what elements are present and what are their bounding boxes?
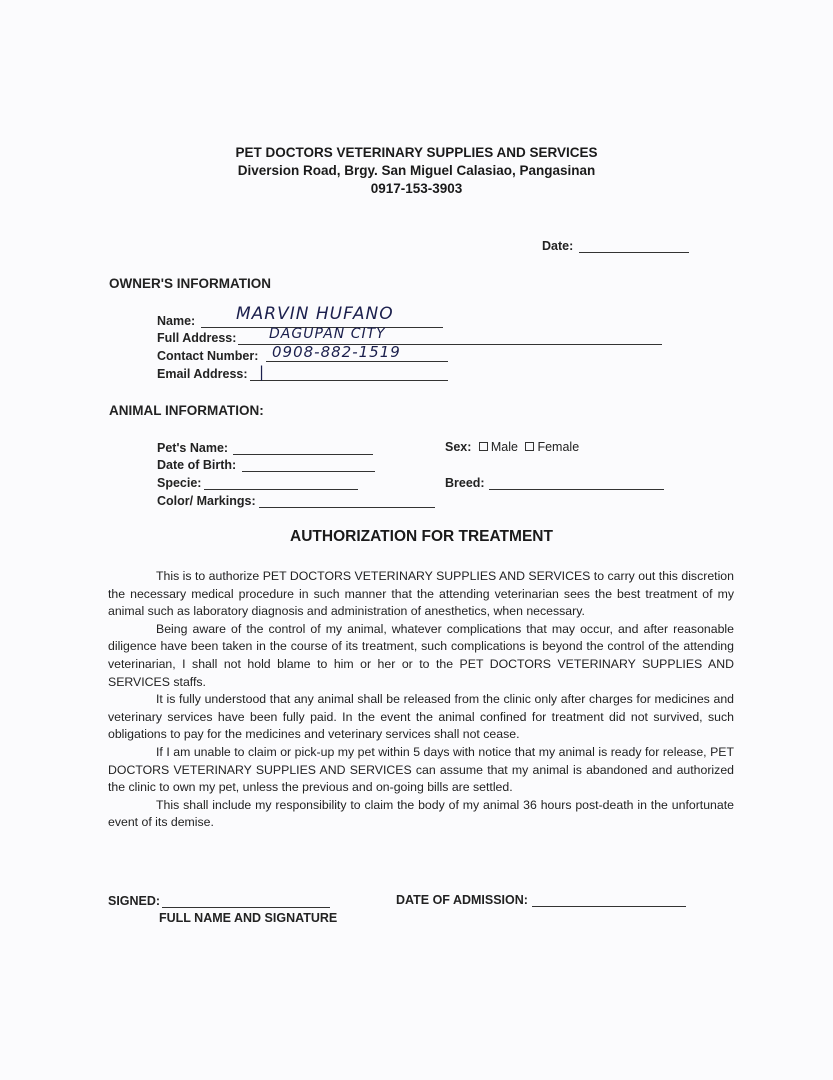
animal-section-title: ANIMAL INFORMATION: bbox=[109, 403, 264, 418]
owner-address-label: Full Address: bbox=[157, 331, 237, 345]
pet-name-label: Pet's Name: bbox=[157, 441, 229, 455]
admission-date-field[interactable] bbox=[532, 906, 686, 907]
female-label: Female bbox=[537, 440, 580, 454]
breed-label: Breed: bbox=[445, 476, 485, 490]
sex-label: Sex: bbox=[445, 440, 472, 454]
authorization-paragraph: Being aware of the control of my animal, whatever complications that may occur, and after reasonable diligence have been taken in the course of its treatment, such complications is beyond the control of the attending veterinarian, I shall not hold blame to him or her or to the PET DOCTORS VETERINARY SUPPLIES AND SERVICES staffs. bbox=[108, 621, 734, 689]
dob-field[interactable] bbox=[242, 471, 375, 472]
owner-name-value: MARVIN HUFANO bbox=[236, 304, 394, 324]
form-header bbox=[0, 144, 833, 198]
color-markings-label: Color/ Markings: bbox=[157, 494, 256, 508]
color-markings-field[interactable] bbox=[259, 507, 435, 508]
male-checkbox[interactable] bbox=[479, 442, 488, 451]
owner-name-label: Name: bbox=[157, 314, 196, 328]
specie-field[interactable] bbox=[204, 489, 358, 490]
company-name: PET DOCTORS VETERINARY SUPPLIES AND SERVICES bbox=[235, 145, 598, 160]
dob-label: Date of Birth: bbox=[157, 458, 237, 472]
date-label: Date: bbox=[542, 239, 574, 253]
signed-label: SIGNED: bbox=[108, 894, 161, 908]
authorization-paragraph: This is to authorize PET DOCTORS VETERINARY SUPPLIES AND SERVICES to carry out this discretion the necessary medical procedure in such manner that the attending veterinarian sees the best treatment of my animal such as laboratory diagnosis and administration of anesthetics, when necessary. bbox=[108, 569, 734, 619]
authorization-paragraph: This shall include my responsibility to claim the body of my animal 36 hours post-death in the unfortunate event of its demise. bbox=[108, 797, 734, 830]
signature-caption: FULL NAME AND SIGNATURE bbox=[159, 911, 338, 925]
date-field[interactable] bbox=[579, 252, 689, 253]
owner-address-value: DAGUPAN CITY bbox=[269, 326, 386, 342]
pet-name-field[interactable] bbox=[233, 454, 373, 455]
authorization-title: AUTHORIZATION FOR TREATMENT bbox=[290, 528, 553, 545]
owner-contact-value: 0908-882-1519 bbox=[272, 343, 401, 361]
owner-section-title: OWNER'S INFORMATION bbox=[109, 276, 271, 291]
signature-field[interactable] bbox=[162, 907, 330, 908]
specie-label: Specie: bbox=[157, 476, 202, 490]
male-label: Male bbox=[490, 440, 518, 454]
authorization-paragraph: It is fully understood that any animal shall be released from the clinic only after charges for medicines and veterinary services have been fully paid. In the event the animal confined for treatment did not survived, such obligations to pay for the medicines and veterinary services shall not cease. bbox=[108, 692, 734, 742]
company-phone: 0917-153-3903 bbox=[370, 181, 463, 196]
female-checkbox[interactable] bbox=[525, 442, 534, 451]
owner-contact-label: Contact Number: bbox=[157, 349, 259, 363]
authorization-body bbox=[108, 568, 734, 832]
breed-field[interactable] bbox=[489, 489, 664, 490]
company-address: Diversion Road, Brgy. San Miguel Calasiao, Pangasinan bbox=[237, 163, 596, 178]
owner-email-field[interactable] bbox=[250, 380, 448, 381]
owner-email-label: Email Address: bbox=[157, 367, 248, 381]
sex-field bbox=[445, 440, 579, 454]
owner-contact-field[interactable] bbox=[266, 361, 448, 362]
authorization-paragraph: If I am unable to claim or pick-up my pet within 5 days with notice that my animal is ready for release, PET DOCTORS VETERINARY SUPPLIES AND SERVICES can assume that my animal is abandoned and authorized the clinic to own my pet, unless the previous and on-going bills are settled. bbox=[108, 744, 734, 795]
owner-email-value: | bbox=[259, 363, 266, 381]
admission-date-label: DATE OF ADMISSION: bbox=[396, 893, 528, 907]
